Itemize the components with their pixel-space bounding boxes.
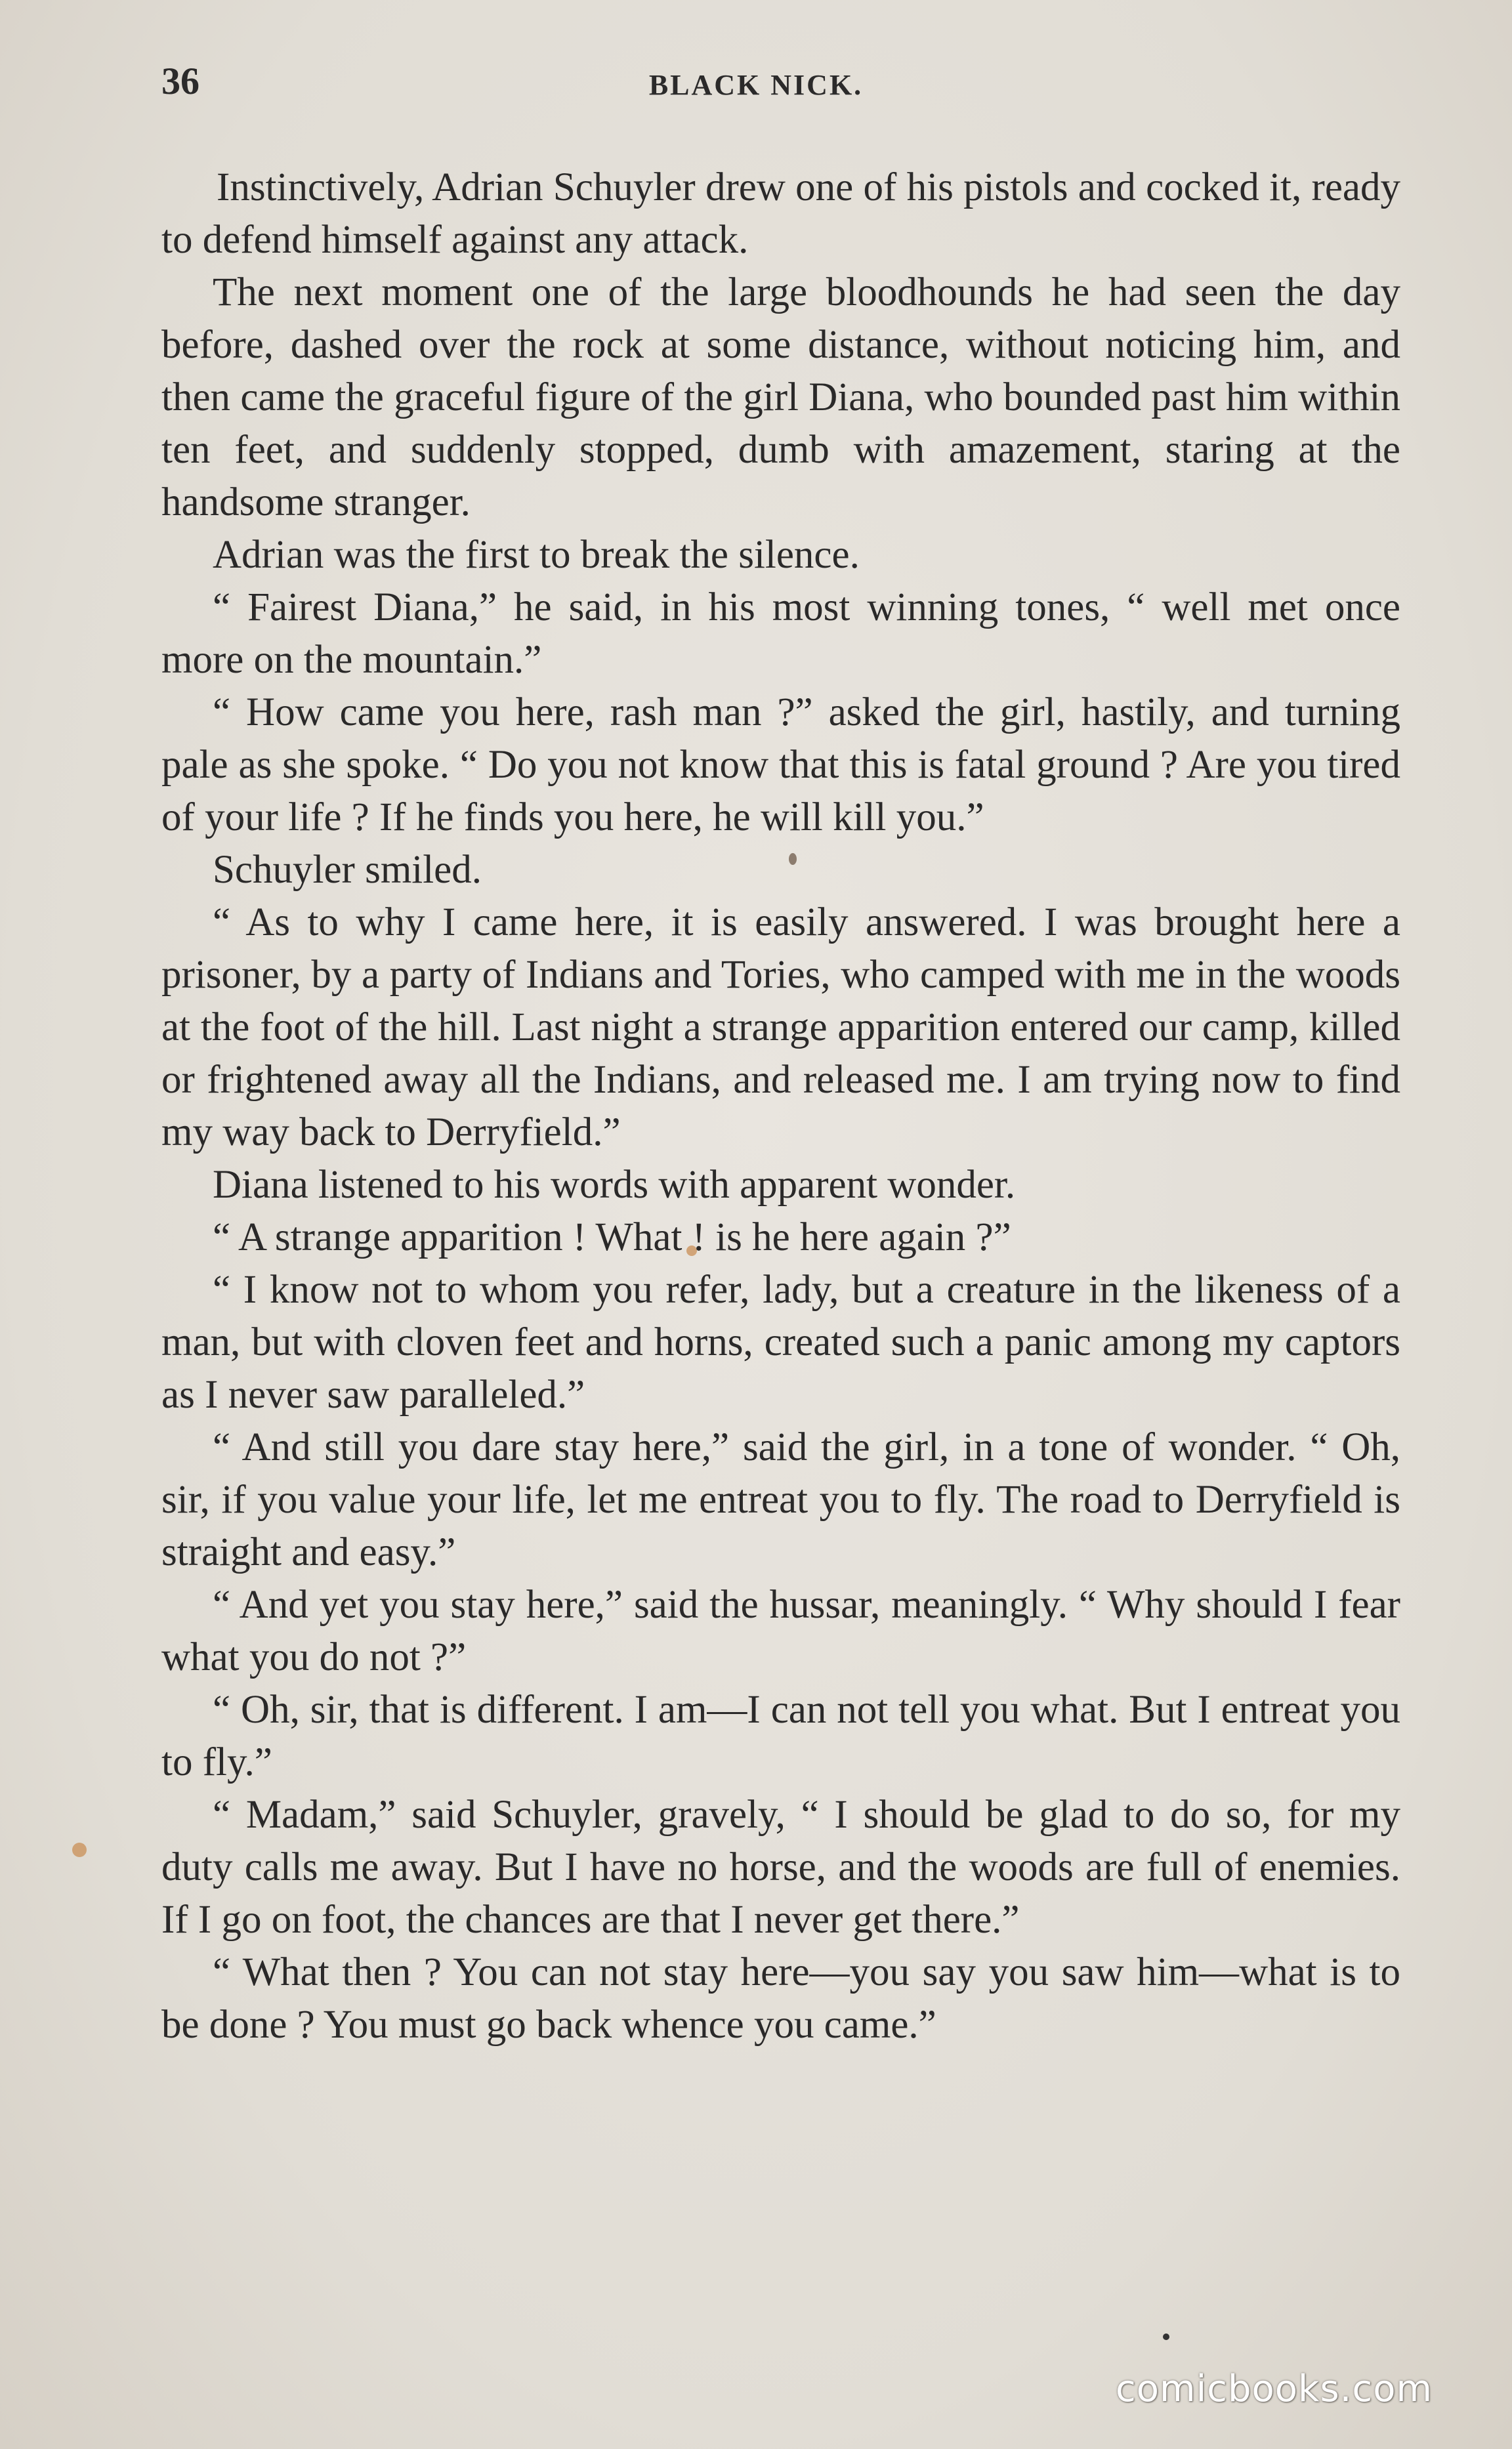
paragraph: The next moment one of the large bloodhounds he had seen the day before, dashed over the rock at some distance, without noticing him, and then came the graceful figure of the girl Diana, who bounded past him within ten feet, and suddenly stopped, dumb with amazement, staring at the handsome stranger. [161,270,1400,524]
body-text [161,161,1400,2051]
paragraph: “ And still you dare stay here,” said the girl, in a tone of wonder. “ Oh, sir, if you value your life, let me entreat you to fly. The road to Derryfield is straight and easy.” [161,1425,1400,1574]
page-number: 36 [161,60,200,102]
paragraph: “ What then ? You can not stay here—you say you saw him—what is to be done ? You must go back whence you came.” [161,1950,1400,2047]
paragraph: Diana listened to his words with apparent wonder. [213,1163,1016,1207]
paragraph: “ Oh, sir, that is different. I am—I can not tell you what. But I entreat you to fly.” [161,1688,1400,1784]
running-head: BLACK NICK. [648,69,864,101]
paragraph: Schuyler smiled. [213,848,482,892]
paper-stain [72,1843,87,1857]
ink-speck [1163,2334,1169,2340]
site-watermark: comicbooks.com [1116,2368,1433,2410]
paragraph: “ And yet you stay here,” said the hussar, meaningly. “ Why should I fear what you do not ?” [161,1583,1400,1679]
paragraph: “ I know not to whom you refer, lady, but a creature in the likeness of a man, but with cloven feet and horns, created such a panic among my captors as I never saw paralleled.” [161,1268,1400,1417]
paragraph: “ Fairest Diana,” he said, in his most winning tones, “ well met once more on the mountain.” [161,585,1400,682]
paragraph: “ As to why I came here, it is easily answered. I was brought here a prisoner, by a party of Indians and Tories, who camped with me in the woods at the foot of the hill. Last night a strange apparition entered our camp, killed or frightened away all the Indians, and released me. I am trying now to find my way back to Derryfield.” [161,900,1400,1154]
paragraph: Instinctively, Adrian Schuyler drew one of his pistols and cocked it, ready to defend himself against any attack. [161,165,1400,262]
paragraph: Adrian was the first to break the silence. [213,533,860,577]
page-header [0,59,1512,112]
paragraph: “ Madam,” said Schuyler, gravely, “ I should be glad to do so, for my duty calls me away. But I have no horse, and the woods are full of enemies. If I go on foot, the chances are that I never get there.” [161,1793,1400,1942]
paragraph: “ How came you here, rash man ?” asked the girl, hastily, and turning pale as she spoke. “ Do you not know that this is fatal ground ? Are you tired of your life ? If he finds you here, he will kill you.” [161,690,1400,839]
paragraph: “ A strange apparition ! What ! is he here again ?” [213,1215,1011,1259]
